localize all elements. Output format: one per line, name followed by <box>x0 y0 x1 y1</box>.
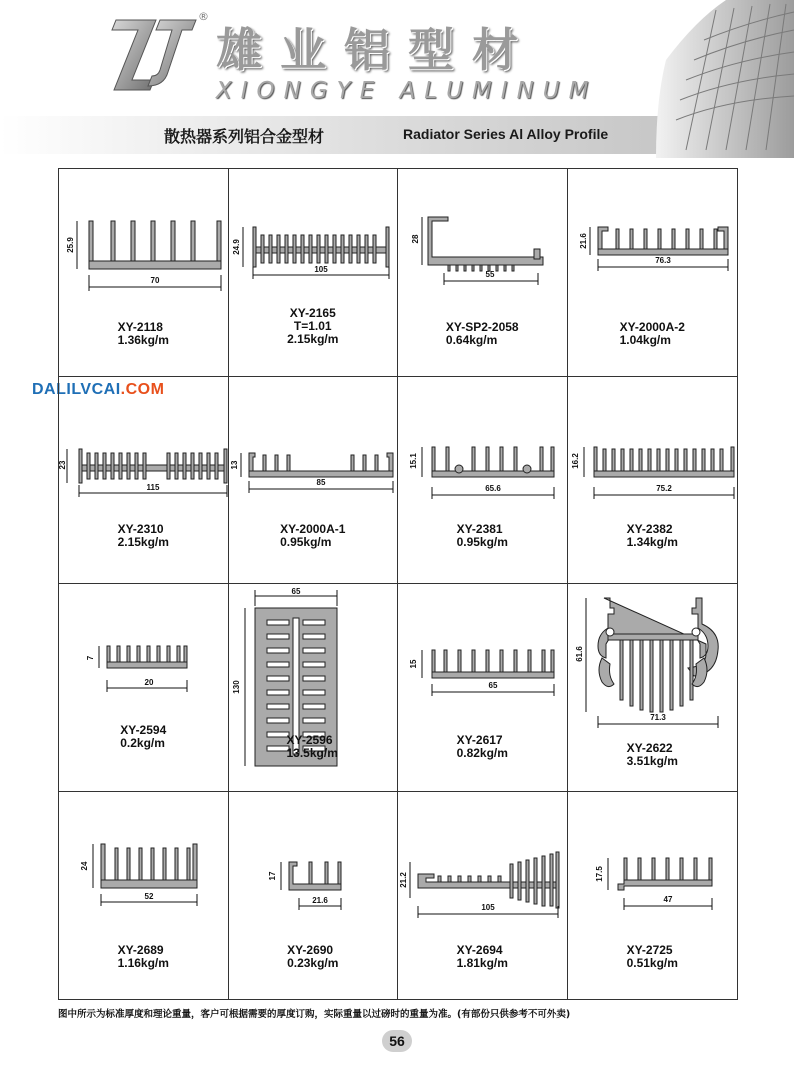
product-code: XY-2596 <box>286 733 333 747</box>
product-code: XY-2594 <box>120 723 167 737</box>
dimension-height: 21.2 <box>399 871 408 888</box>
dimension-width: 52 <box>144 891 154 901</box>
product-weight: 3.51kg/m <box>626 754 678 768</box>
product-cell <box>59 377 229 585</box>
product-code: XY-2622 <box>626 741 673 755</box>
product-weight: 1.81kg/m <box>456 955 508 970</box>
profile-drawing <box>398 584 568 792</box>
dimension-width: 65 <box>488 681 498 690</box>
dimension-height: 15 <box>409 659 418 669</box>
product-thickness: T=1.01 <box>293 319 332 333</box>
product-caption <box>568 321 738 347</box>
product-cell <box>229 792 399 1000</box>
building-illustration <box>656 0 794 158</box>
dimension-width: 71.3 <box>649 713 666 722</box>
product-cell <box>398 377 568 585</box>
product-weight: 13.5kg/m <box>286 746 338 760</box>
dimension-width: 70 <box>150 276 160 285</box>
product-caption <box>59 724 228 750</box>
profile-drawing <box>59 584 229 792</box>
product-cell <box>59 584 229 792</box>
product-caption <box>229 944 398 970</box>
product-caption <box>229 307 398 346</box>
product-cell <box>229 169 399 377</box>
product-code: XY-2725 <box>626 942 673 957</box>
dimension-width: 115 <box>146 482 160 492</box>
brand-name-english: XIONGYE ALUMINUM <box>216 78 598 104</box>
product-caption <box>568 742 738 768</box>
product-caption <box>398 523 567 549</box>
watermark-tld: .COM <box>120 381 165 398</box>
footnote: 图中所示为标准厚度和理论重量，客户可根据需要的厚度订购，实际重量以过磅时的重量为准。(有部份只供参考不可外卖) <box>58 1009 571 1020</box>
product-weight: 0.95kg/m <box>456 534 508 549</box>
product-caption <box>398 944 567 970</box>
product-cell <box>59 792 229 1000</box>
product-caption <box>398 734 567 760</box>
product-code: XY-SP2-2058 <box>445 320 519 334</box>
dimension-height: 61.6 <box>574 646 584 662</box>
product-code: XY-2694 <box>456 942 503 957</box>
product-cell <box>229 377 399 585</box>
product-code: XY-2165 <box>289 306 336 320</box>
product-caption <box>568 944 738 970</box>
product-weight: 0.95kg/m <box>280 534 332 549</box>
dimension-width: 21.6 <box>311 895 328 905</box>
product-caption <box>398 321 567 347</box>
product-caption <box>59 321 228 347</box>
dimension-width: 105 <box>313 265 328 274</box>
dimension-height: 17 <box>267 871 277 880</box>
product-caption <box>59 944 228 970</box>
product-weight: 1.34kg/m <box>626 534 678 549</box>
product-cell <box>398 792 568 1000</box>
product-weight: 2.15kg/m <box>287 332 339 346</box>
product-code: XY-2689 <box>117 942 164 957</box>
profile-drawing <box>229 584 399 792</box>
dimension-width: 65 <box>291 587 300 596</box>
product-weight: 1.16kg/m <box>117 955 169 970</box>
dimension-width: 75.2 <box>655 483 672 493</box>
dimension-height: 24 <box>80 861 89 870</box>
product-code: XY-2382 <box>626 521 673 536</box>
product-grid <box>58 168 738 1000</box>
dimension-width: 76.3 <box>654 256 671 265</box>
product-weight: 0.64kg/m <box>445 333 498 347</box>
product-code: XY-2118 <box>117 320 163 334</box>
dimension-height: 7 <box>86 655 95 661</box>
dimension-width: 85 <box>316 477 325 487</box>
product-code: XY-2690 <box>287 942 334 957</box>
series-title-english: Radiator Series Al Alloy Profile <box>403 126 609 142</box>
product-cell <box>568 169 738 377</box>
product-code: XY-2381 <box>456 521 503 536</box>
product-weight: 0.2kg/m <box>120 736 165 750</box>
watermark-domain: DALILVCAI <box>32 381 121 398</box>
dimension-height: 13 <box>229 460 239 469</box>
page-number: 56 <box>382 1030 412 1052</box>
dimension-height: 24.9 <box>231 239 241 255</box>
series-title-chinese: 散热器系列铝合金型材 <box>164 127 325 146</box>
profile-drawing <box>568 377 738 585</box>
product-weight: 0.23kg/m <box>287 955 339 970</box>
product-caption <box>568 523 738 549</box>
product-weight: 1.04kg/m <box>619 333 671 347</box>
product-caption <box>229 523 398 549</box>
product-weight: 0.82kg/m <box>456 746 508 760</box>
dimension-width: 47 <box>663 894 672 904</box>
product-cell <box>568 377 738 585</box>
dimension-width: 105 <box>481 902 495 912</box>
product-code: XY-2310 <box>117 521 164 536</box>
product-caption <box>59 523 228 549</box>
page-header <box>0 0 794 158</box>
dimension-height: 15.1 <box>409 452 418 469</box>
product-cell <box>398 584 568 792</box>
dimension-height: 23 <box>58 460 67 469</box>
product-cell <box>568 792 738 1000</box>
product-code: XY-2000A-2 <box>619 320 685 334</box>
product-code: XY-2000A-1 <box>280 521 346 536</box>
xiongye-logo <box>112 14 198 92</box>
dimension-width: 55 <box>485 270 495 279</box>
brand-name-chinese: 雄业铝型材 <box>216 23 536 77</box>
product-caption <box>287 734 338 760</box>
product-weight: 2.15kg/m <box>117 534 169 549</box>
product-cell <box>229 584 399 792</box>
profile-drawing <box>59 377 229 585</box>
profile-drawing <box>229 377 399 585</box>
product-cell <box>398 169 568 377</box>
product-weight: 1.36kg/m <box>117 333 169 347</box>
dimension-height: 25.9 <box>66 237 75 253</box>
dimension-height: 17.5 <box>594 865 604 882</box>
dimension-height: 130 <box>231 680 241 694</box>
dimension-width: 65.6 <box>485 483 501 493</box>
product-cell <box>59 169 229 377</box>
dimension-height: 28 <box>411 234 420 244</box>
profile-drawing <box>398 377 568 585</box>
dimension-height: 21.6 <box>578 233 588 249</box>
dimension-height: 16.2 <box>570 452 580 469</box>
product-weight: 0.51kg/m <box>626 955 678 970</box>
registered-mark: ® <box>198 10 209 23</box>
product-code: XY-2617 <box>456 733 503 747</box>
product-cell <box>568 584 738 792</box>
dimension-width: 20 <box>144 678 154 687</box>
